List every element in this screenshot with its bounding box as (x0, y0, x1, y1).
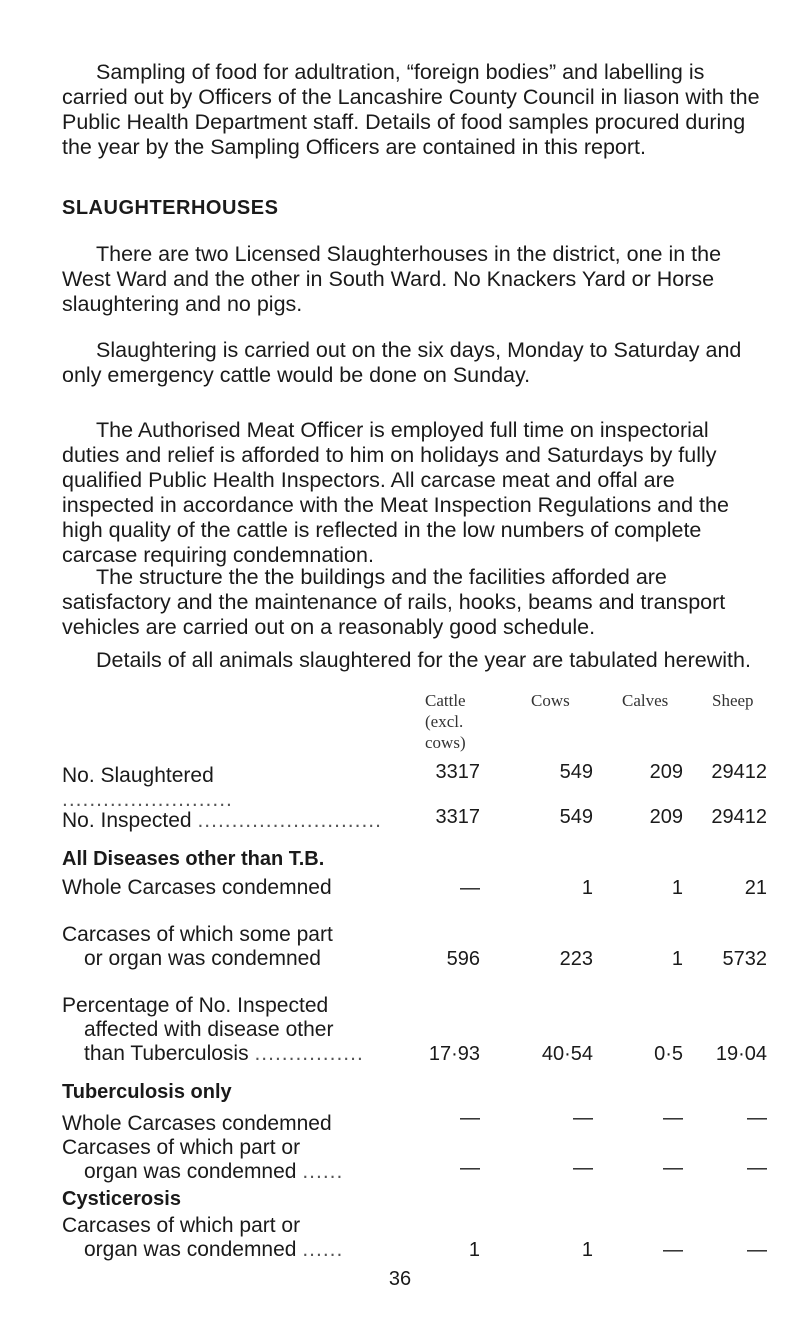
table-cell: — (663, 1157, 683, 1179)
table-cell: 549 (559, 761, 593, 783)
table-cell: 1 (671, 948, 683, 970)
row-label-part-condemned: Carcases of which some part or organ was condemned (62, 923, 333, 970)
paragraph-slaughter-days: Slaughtering is carried out on the six days, Monday to Saturday and only emergency cattle would be done on Sunday. (62, 338, 742, 387)
table-cell: 1 (581, 1239, 593, 1261)
paragraph-licensed-slaughterhouses: There are two Licensed Slaughterhouses in the district, one in the West Ward and the other in South Ward. No Knackers Yard or Horse slaughtering and no pigs. (62, 242, 722, 316)
table-cell: 549 (559, 806, 593, 828)
table-cell: 596 (446, 948, 480, 970)
table-cell: 5732 (722, 948, 767, 970)
table-cell: — (460, 877, 480, 899)
row-label-cysticerosis-part-condemned: Carcases of which part or organ was condemned ...... (62, 1214, 344, 1261)
paragraph-meat-officer: The Authorised Meat Officer is employed full time on inspectorial duties and relief is afforded to him on holidays and Saturdays by fully qualified Public Health Inspectors. All carcase meat and offal are inspected in accordance with the Meat Inspection Regulations and the high quality of the cattle is reflected in the low numbers of complete carcase requiring condemnation. (62, 418, 729, 567)
table-cell: 223 (559, 948, 593, 970)
table-cell: 21 (744, 877, 767, 899)
section-tuberculosis: Tuberculosis only (62, 1081, 232, 1103)
table-cell: 17·93 (428, 1043, 480, 1065)
table-cell: 1 (468, 1239, 480, 1261)
table-cell: — (460, 1107, 480, 1129)
row-label-inspected: No. Inspected ........................... (62, 809, 382, 832)
paragraph-buildings: The structure the the buildings and the facilities afforded are satisfactory and the maintenance of rails, hooks, beams and transport vehicles are carried out on a reasonably good schedule. (62, 565, 726, 639)
table-cell: — (663, 1107, 683, 1129)
table-cell: 40·54 (541, 1043, 593, 1065)
table-cell: — (747, 1157, 767, 1179)
table-cell: — (573, 1107, 593, 1129)
section-all-diseases: All Diseases other than T.B. (62, 848, 325, 870)
table-cell: 0·5 (654, 1043, 683, 1065)
paragraph-food-sampling: Sampling of food for adultration, “foreign bodies” and labelling is carried out by Officers of the Lancashire County Council in liason with the Public Health Department staff. Details of food samples procured during the year by the Sampling Officers are contained in this report. (62, 60, 760, 159)
table-cell: 29412 (711, 806, 767, 828)
column-header-cows: Cows (531, 691, 570, 710)
table-cell: — (747, 1239, 767, 1261)
table-cell: — (663, 1239, 683, 1261)
row-label-slaughtered: No. Slaughtered ......................... (62, 764, 233, 811)
row-label-tb-whole-carcases: Whole Carcases condemned (62, 1112, 332, 1135)
table-cell: 3317 (435, 761, 480, 783)
table-cell: — (573, 1157, 593, 1179)
table-cell: 3317 (435, 806, 480, 828)
column-header-cattle: Cattle (excl. cows) (425, 691, 466, 752)
table-cell: 1 (581, 877, 593, 899)
table-cell: — (460, 1157, 480, 1179)
table-cell: 29412 (711, 761, 767, 783)
table-cell: — (747, 1107, 767, 1129)
section-cysticerosis: Cysticerosis (62, 1188, 181, 1210)
table-cell: 209 (649, 761, 683, 783)
paragraph-details: Details of all animals slaughtered for the year are tabulated herewith. (96, 648, 751, 672)
column-header-sheep: Sheep (712, 691, 754, 710)
table-cell: 19·04 (715, 1043, 767, 1065)
table-cell: 1 (671, 877, 683, 899)
row-label-tb-part-condemned: Carcases of which part or organ was condemned ...... (62, 1136, 344, 1183)
row-label-percentage: Percentage of No. Inspected affected with disease other than Tuberculosis ................ (62, 994, 364, 1065)
table-cell: 209 (649, 806, 683, 828)
column-header-calves: Calves (622, 691, 669, 710)
row-label-whole-carcases: Whole Carcases condemned (62, 876, 332, 899)
section-heading: SLAUGHTERHOUSES (62, 197, 279, 219)
page-number: 36 (388, 1268, 412, 1290)
